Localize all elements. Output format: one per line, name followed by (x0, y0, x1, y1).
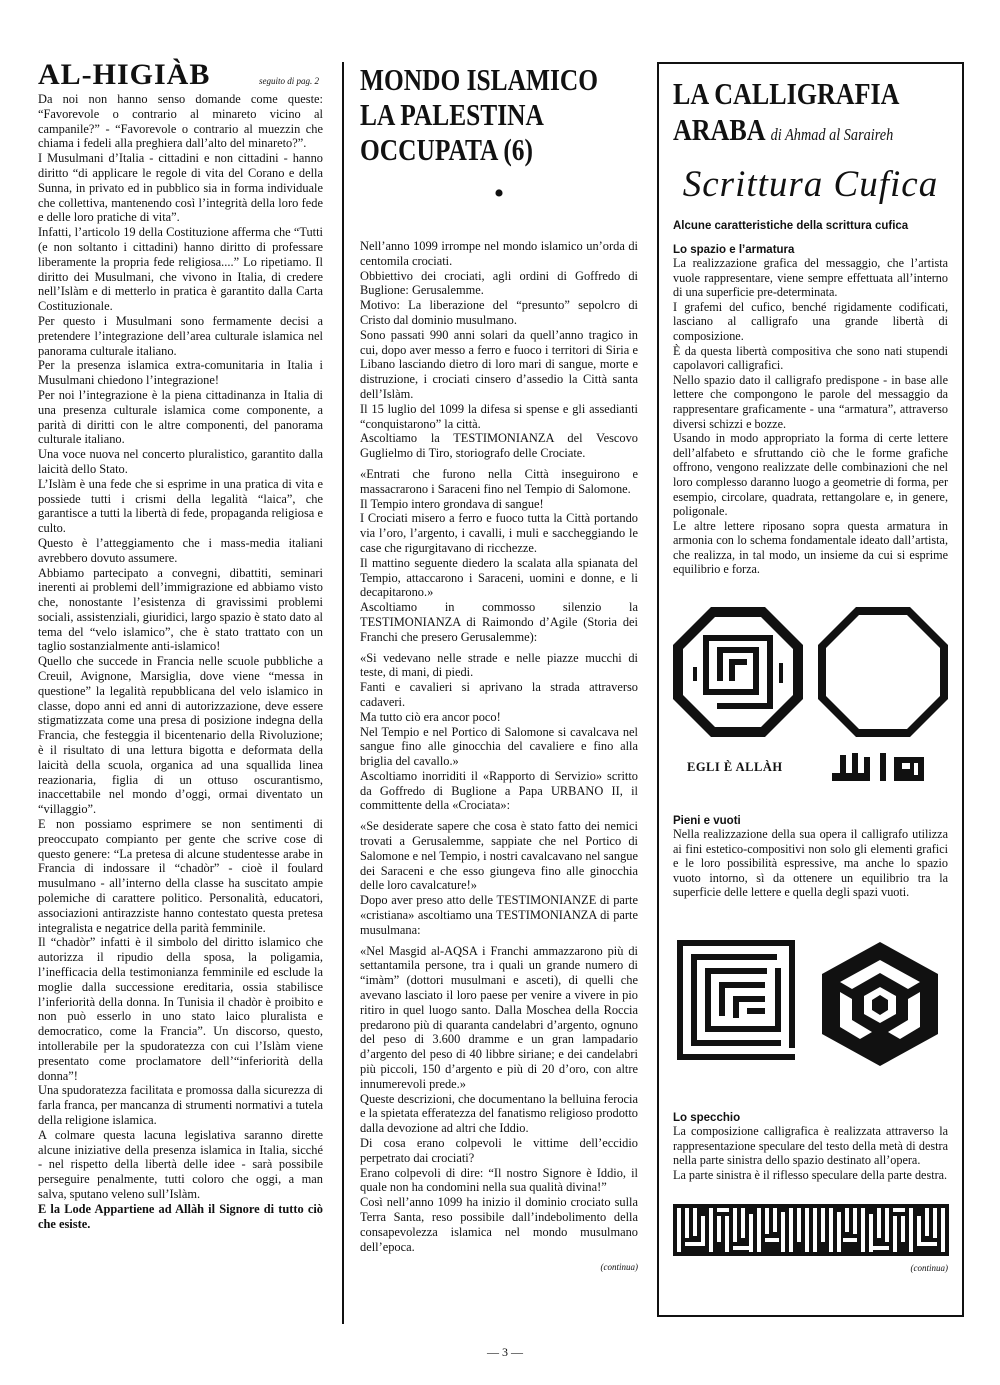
column-divider (342, 62, 344, 1324)
paragraph: E non possiamo esprimere se non sentimenti di preoccupato compianto per gente che scrive cose di questo genere: “La pretesa di alcune studentesse arabe in Francia di indossare il “chadòr” - cioè il foulard musulmano - all’interno della classe ha suscitato ampie polemiche di carattere politico. Personalità, educatori, associazioni antirazziste hanno contestato questa pretesa integralista e negatrice della parità femminile. (38, 817, 323, 935)
continua-note: (continua) (600, 1262, 638, 1273)
paragraph: La parte sinistra è il riflesso speculare della parte destra. (673, 1167, 948, 1182)
quote-paragraph: Il Tempio intero grondava di sangue! (360, 496, 544, 511)
section-heading: Lo specchio (673, 1112, 741, 1125)
section-body (673, 256, 948, 577)
article-header (38, 58, 323, 92)
paragraph: Di cosa erano colpevoli le vittime dell’eccidio perpetrato dai crociati? (360, 1136, 638, 1165)
paragraph: Ascoltiamo in commosso silenzio la TESTIMONIANZA di Raimondo d’Agile (Storia dei Franchi che presero Gerusalemme): (360, 600, 638, 644)
article-title (360, 62, 639, 167)
quote-paragraph: Ma tutto ciò era ancor poco! (360, 709, 501, 724)
article-title: AL-HIGIÀB (38, 58, 211, 91)
section-heading: Pieni e vuoti (673, 815, 741, 828)
article-body (360, 239, 638, 1254)
kufic-mirror-frieze (673, 1204, 949, 1256)
paragraph: La composizione calligrafica è realizzata attraverso la rappresentazione speculare del testo della metà di destra nella parte sinistra dello spazio destinato all’opera. (673, 1124, 948, 1168)
kufic-hexagon-calligraphy (816, 940, 944, 1068)
paragraph: Per la presenza islamica extra-comunitaria in Italia i Musulmani chiedono l’integrazione! (38, 358, 323, 388)
section-heading: Lo spazio e l’armatura (673, 244, 795, 256)
paragraph: È da questa libertà compositiva che sono nati stupendi capolavori calligrafici. (673, 343, 948, 373)
paragraph: Questo è l’atteggiamento che i mass-media italiani avrebbero dovuto assumere. (38, 535, 323, 565)
paragraph: Nello spazio dato il calligrafo predispone - in base alle lettere che compongono le parole del messaggio da rappresentare graficamente - una “armatura”, attraverso diversi schizzi e bozze. (673, 372, 948, 431)
paragraph: Quello che succede in Francia nelle scuole pubbliche a Creuil, Avignone, Marsiglia, dove viene “messa in questione” la legalità repubblicana del velo islamico in classe, dopo anni ed anni di autorizzazione, deve essere stigmatizzata come una presa di posizione indegna della Francia, che festeggia il bicentenario della Rivoluzione; è il risultato di una lettura bigotta e deformata della laicità della scuola, organica ad una squallida linea reazionaria, figlia di un ottuso oscurantismo, inaccettabile nel mondo d’oggi, ormai diventato un “villaggio”. (38, 654, 323, 817)
title-line: LA CALLIGRAFIA (673, 76, 900, 111)
quote-paragraph: «Si vedevano nelle strade e nelle piazze mucchi di teste, di mani, di piedi. (360, 650, 638, 680)
paragraph: Il “chadòr” infatti è il simbolo del diritto islamico che autorizza il ripudio della sposa, la poligamia, l’inefficacia della testimonianza femminile ed esclude la moglie dalla successione ereditaria, ossia stabilisce l’inferiorità della donna. In Tunisia il chadòr è proibito e non può esserlo in uno stato laico pluralista e democratico, come la Francia”. Un discorso, questo, intollerabile per la spudoratezza con cui l’Islàm viene presentato come proclamatore dell’“inferiorità della donna”! (38, 935, 323, 1083)
paragraph: Ascoltiamo inorriditi il «Rapporto di Servizio» scritto da Goffredo di Buglione a Papa URBANO II, il committente della «Crociata»: (360, 768, 638, 813)
bullet-ornament: • (493, 177, 505, 210)
title-line (673, 112, 959, 153)
title-line: OCCUPATA (6) (360, 132, 533, 167)
paragraph: Nell’anno 1099 irrompe nel mondo islamico un’orda di centomila crociati. (360, 239, 638, 268)
article-al-higiab (38, 58, 323, 1231)
quote-paragraph: «Entrati che furono nella Città inseguirono e massacrarono i Saraceni fino nel Tempio di Salomone. (360, 466, 638, 496)
paragraph: Queste descrizioni, che documentano la belluina ferocia e la spietata efferatezza del fanatismo religioso prodotto dalla devozione ad altri che Iddio. (360, 1091, 638, 1136)
article-title (673, 76, 959, 153)
section-body (673, 827, 948, 900)
paragraph: Erano colpevoli di dire: “Il nostro Signore è Iddio, il quale non ha condomini nella sua qualità divina!” (360, 1165, 638, 1195)
paragraph: Infatti, l’articolo 19 della Costituzione afferma che “Tutti (e non soltanto i cittadini) hanno diritto di professare liberamente la propria fede religiosa....” Lo ripetiamo. Il diritto dei Musulmani, che vivono in Italia, di credere nell’Islàm e di metterlo in pratica è garantito dalla Carta Costituzionale. (38, 225, 323, 314)
paragraph: Per questo i Musulmani sono fermamente decisi a pretendere l’integrazione dell’area culturale islamica nel panorama culturale italiano. (38, 313, 323, 358)
paragraph: Le altre lettere riposano sopra questa armatura in armonia con lo schema fondamentale ideato dall’artista, che realizza, in tal modo, un insieme da cui si esprime equilibrio e forza. (673, 518, 948, 577)
article-calligrafia-box (657, 62, 964, 1317)
paragraph: Dopo aver preso atto delle TESTIMONIANZE di parte «cristiana» ascoltiamo una TESTIMONIANZA di parte musulmana: (360, 893, 638, 937)
script-title: Scrittura Cufica (682, 164, 939, 205)
continua-note: (continua) (910, 1263, 948, 1274)
paragraph: L’Islàm è una fede che si esprime in una pratica di vita e possiede tutti i crismi della legalità “laica”, che garantisce a tutti la libertà di fede, propaganda religiosa e culto. (38, 476, 323, 536)
paragraph: Così nell’anno 1099 ha inizio il dominio crociato sulla Terra Santa, reso possibile dall’indebolimento della consapevolezza islamica nel mondo musulmano dell’epoca. (360, 1195, 638, 1254)
figure-caption: EGLI È ALLÀH (687, 759, 783, 774)
page-number: — 3 — (487, 1345, 523, 1359)
paragraph: Abbiamo partecipato a convegni, dibattiti, seminari inerenti ai problemi dell’immigrazione ed abbiamo visto che, nonostante l’esistenza di gravissimi problemi sociali, assistenziali, giuridici, largo spazio è stato dato al tema del “velo islamico”, che è stato trattato con un taglio sostanzialmente anti-islamico! (38, 565, 323, 654)
title-word: ARABA (673, 112, 765, 147)
title-line: MONDO ISLAMICO (360, 62, 598, 97)
article-body (38, 92, 323, 1231)
paragraph: A colmare questa lacuna legislativa saranno dirette alcune iniziative della presenza islamica in Italia, sicché - nel rispetto della libertà delle idee - sarà possibile perseguire penalmente, tutti coloro che oggi, a man salva, sputano veleno sull’Islàm. (38, 1127, 323, 1201)
paragraph: Sono passati 990 anni solari da quell’anno tragico in cui, dopo aver messo a ferro e fuoco i territori di Siria e Libano lasciando dietro di loro mari di sangue, morte e distruzione, i crociati cinsero d’assedio la Città santa dell’Islàm. (360, 327, 638, 401)
section-body (673, 1124, 948, 1182)
paragraph: Una spudoratezza facilitata e promossa dalla sicurezza di farla franca, per mancanza di strumenti normativi a tutela della religione islamica. (38, 1083, 323, 1127)
quote-paragraph: «Se desiderate sapere che cosa è stato fatto dei nemici trovati a Gerusalemme, sappiate che nel Portico di Salomone e nel Tempio, i nostri cavalcavano nel sangue dei Saraceni e che esso giungeva fino alle ginocchia delle loro cavalcature!» (360, 819, 638, 893)
quote-paragraph: Il mattino seguente diedero la scalata alla spianata del Tempio, attaccarono i Saraceni, uomini e donne, e li decapitarono.» (360, 555, 638, 600)
kufic-octagon-calligraphy (673, 607, 803, 737)
paragraph: I Musulmani d’Italia - cittadini e non cittadini - hanno diritto “di applicare le regole di vita del Corano e della Sunna, in privato ed in pubblico sia in forma individuale che collettiva, mantenendo così l’integrità della loro fede e delle loro pratiche di vita”. (38, 151, 323, 225)
closing-line: E la Lode Appartiene ad Allàh il Signore di tutto ciò che esiste. (38, 1201, 323, 1231)
quote-paragraph: Nel Tempio e nel Portico di Salomone si cavalcava nel sangue fino alle ginocchia del cavaliere e fino alla briglia del cavallo.» (360, 724, 638, 769)
kufic-allah-word (828, 749, 928, 785)
figure-octagons (673, 607, 948, 737)
paragraph: Da noi non hanno senso domande come queste: “Favorevole o contrario al minareto vicino al campanile?” - “Favorevole o contrario al muezzin che chiama i fedeli alla preghiera dall’alto del minareto?”. (38, 92, 323, 151)
paragraph: La realizzazione grafica del messaggio, che l’artista vuole rappresentare, viene sempre effettuata all’interno di una superficie pre-determinata. (673, 256, 948, 300)
continued-note: seguito di pag. 2 (259, 76, 319, 86)
paragraph: Nella realizzazione della sua opera il calligrafo utilizza ai fini estetico-compositivi non solo gli elementi grafici e le loro possibilità espressive, ma anche lo spazio vuoto intorno, sì da ottenere un equilibrio tra la superficie delle lettere e quella degli spazi vuoti. (673, 827, 948, 900)
intro-heading: Alcune caratteristiche della scrittura cufica (673, 220, 909, 232)
figure-caption-row (673, 749, 948, 785)
paragraph: Per noi l’integrazione è la piena cittadinanza in Italia di una presenza culturale islamica come componente, a parità di diritti con le altre componenti, del panorama culturale italiano. (38, 387, 323, 447)
octagon-outline-grid (818, 607, 948, 737)
byline: di Ahmad al Saraireh (770, 125, 894, 144)
quote-paragraph: Fanti e cavalieri si aprivano la strada attraverso cadaveri. (360, 680, 638, 709)
paragraph: Ascoltiamo la TESTIMONIANZA del Vescovo Guglielmo di Tiro, storiografo delle Crociate. (360, 431, 638, 461)
figure-patterns (673, 940, 948, 1068)
quote-paragraph: «Nel Masgid al-AQSA i Franchi ammazzarono più di settantamila persone, tra i quali un grande numero di “imàm” (dottori musulmani e asceti), di quelli che avevano lasciato il loro paese per venire a vivere in pio ritiro in quel luogo santo. Dalla Moschea della Roccia predarono più di quaranta candelabri d’argento, ognuno del peso di 3.600 dramme e un gran lampadario d’argento del peso di 40 libbre siriane; e dei candelabri più piccoli, 150 d’argento e più di 20 d’oro, con altre innumerevoli prede.» (360, 943, 638, 1091)
paragraph: Il 15 luglio del 1099 la difesa si spense e gli assedianti “conquistarono” la città. (360, 401, 638, 431)
paragraph: Una voce nuova nel concerto pluralistico, garantito dalla laicità dello Stato. (38, 447, 323, 476)
paragraph: Obbiettivo dei crociati, agli ordini di Goffredo di Buglione: Gerusalemme. (360, 268, 638, 298)
quote-paragraph: I Crociati misero a ferro e fuoco tutta la Città portando via l’oro, l’argento, i cavalli, i muli e saccheggiando le case che rigurgitavano di ricchezze. (360, 511, 638, 555)
paragraph: I grafemi del cufico, benché rigidamente codificati, lasciano al calligrafo una grande libertà di composizione. (673, 299, 948, 343)
title-line: LA PALESTINA (360, 97, 544, 132)
article-mondo-islamico (360, 62, 638, 1272)
paragraph: Motivo: La liberazione del “presunto” sepolcro di Cristo dal dominio musulmano. (360, 298, 638, 327)
paragraph: Usando in modo appropriato la forma di certe lettere dell’alfabeto e sfruttando ciò che le forme grafiche offrono, vengono realizzate delle combinazioni che nel loro complesso daranno luogo a geometrie di forma, per esempio, circolare, quadrata, rettangolare e, in genere, poligonale. (673, 431, 948, 519)
kufic-square-calligraphy (677, 940, 795, 1060)
